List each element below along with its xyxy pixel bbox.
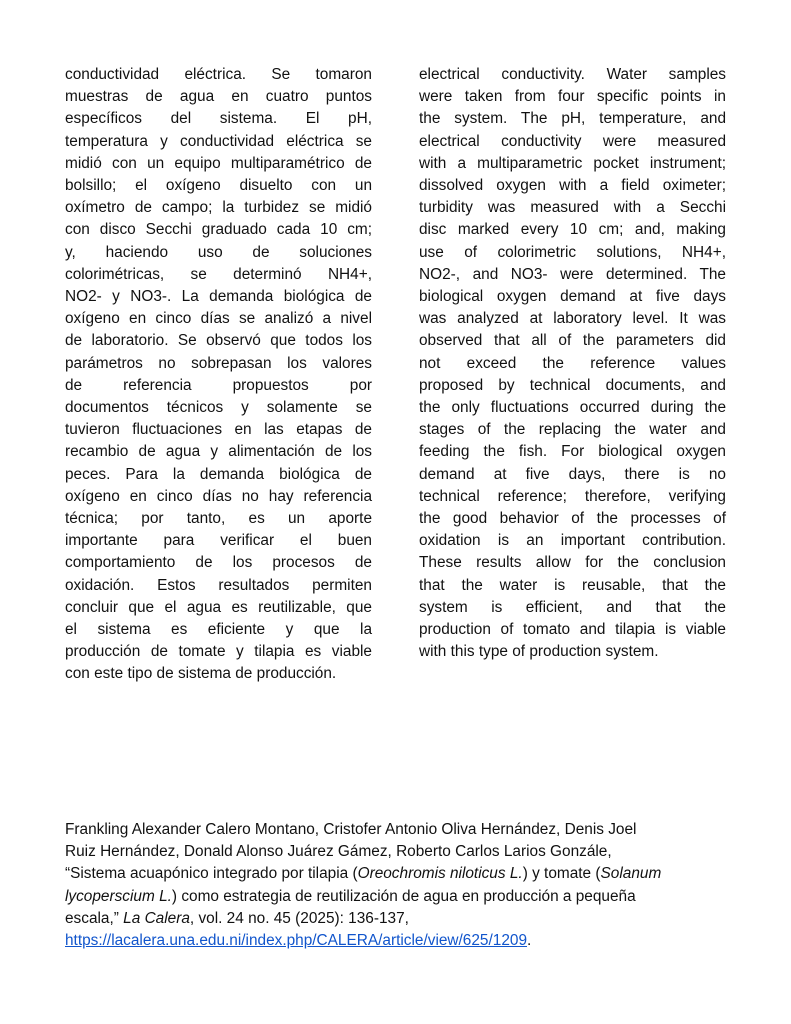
spanish-text-line: importante para verificar el buen xyxy=(65,532,372,550)
species-name-tilapia: Oreochromis niloticus L. xyxy=(357,865,523,883)
species-name-tomato-epithet: lycoperscium L. xyxy=(65,887,172,905)
spanish-text-line: colorimétricas, se determinó NH4+, xyxy=(65,265,372,283)
english-text-line: not exceed the reference values xyxy=(419,354,726,372)
english-text-line: production of tomato and tilapia is viable xyxy=(419,621,726,639)
spanish-text-line: oxidación. Estos resultados permiten xyxy=(65,576,372,594)
english-text-line: dissolved oxygen with a field oximeter; xyxy=(419,177,726,195)
journal-name: La Calera xyxy=(123,909,190,927)
english-text-line: technical reference; therefore, verifying xyxy=(419,487,726,505)
volume-info: , vol. 24 no. 45 (2025): 136-137, xyxy=(189,909,409,927)
english-text-line: with this type of production system. xyxy=(419,643,659,661)
english-text-line: stages of the replacing the water and xyxy=(419,421,726,439)
english-text-line: that the water is reusable, that the xyxy=(419,576,726,594)
spanish-text-line: muestras de agua en cuatro puntos xyxy=(65,88,372,106)
spanish-text-line: peces. Para la demanda biológica de xyxy=(65,465,372,483)
spanish-text-line: midió con un equipo multiparamétrico de xyxy=(65,154,372,172)
spanish-text-line: de laboratorio. Se observó que todos los xyxy=(65,332,372,350)
spanish-text-line: comportamiento de los procesos de xyxy=(65,554,372,572)
spanish-text-line: documentos técnicos y solamente se xyxy=(65,399,372,417)
english-text-line: biological oxygen demand at five days xyxy=(419,288,726,306)
title-text: ) y tomate ( xyxy=(522,865,601,883)
spanish-text-line: oxímetro de campo; la turbidez se midió xyxy=(65,199,372,217)
english-text-line: observed that all of the parameters did xyxy=(419,332,726,350)
spanish-column xyxy=(65,64,372,686)
spanish-text-line: oxígeno en cinco días no hay referencia xyxy=(65,487,372,505)
spanish-text-line: técnica; por tanto, es un aporte xyxy=(65,510,372,528)
title-end: escala,” xyxy=(65,909,124,927)
title-text: ) como estrategia de reutilización de agua en producción a pequeña xyxy=(171,887,636,905)
spanish-text-line: recambio de agua y alimentación de los xyxy=(65,443,372,461)
spanish-text-line: con disco Secchi graduado cada 10 cm; xyxy=(65,221,372,239)
url-suffix: . xyxy=(527,932,532,950)
english-text-line: NO2-, and NO3- were determined. The xyxy=(419,265,726,283)
english-text-line: the system. The pH, temperature, and xyxy=(419,110,726,128)
english-column xyxy=(419,64,726,663)
english-text-line: the only fluctuations occurred during the xyxy=(419,399,726,417)
english-text-line: use of colorimetric solutions, NH4+, xyxy=(419,243,726,261)
english-text-line: the good behavior of the processes of xyxy=(419,510,726,528)
spanish-text-line: temperatura y conductividad eléctrica se xyxy=(65,132,372,150)
english-text-line: electrical conductivity were measured xyxy=(419,132,726,150)
citation xyxy=(65,819,730,952)
spanish-text-line: producción de tomate y tilapia es viable xyxy=(65,643,372,661)
english-text-line: disc marked every 10 cm; and, making xyxy=(419,221,726,239)
spanish-text-line: de referencia propuestos por xyxy=(65,376,372,394)
spanish-text-line: y, haciendo uso de soluciones xyxy=(65,243,372,261)
spanish-text-line: oxígeno en cinco días se analizó a nivel xyxy=(65,310,372,328)
spanish-text-line: NO2- y NO3-. La demanda biológica de xyxy=(65,288,372,306)
species-name-tomato-genus: Solanum xyxy=(600,865,662,883)
spanish-text-line: parámetros no sobrepasan los valores xyxy=(65,354,372,372)
english-text-line: turbidity was measured with a Secchi xyxy=(419,199,726,217)
article-link[interactable]: https://lacalera.una.edu.ni/index.php/CALERA/article/view/625/1209 xyxy=(65,932,528,950)
citation-title-line-2 xyxy=(65,886,730,908)
spanish-text-line: tuvieron fluctuaciones en las etapas de xyxy=(65,421,372,439)
citation-title-line-1 xyxy=(65,863,730,885)
english-text-line: was analyzed at laboratory level. It was xyxy=(419,310,726,328)
english-text-line: system is efficient, and that the xyxy=(419,598,726,616)
citation-authors-line-1: Frankling Alexander Calero Montano, Cristofer Antonio Oliva Hernández, Denis Joel xyxy=(65,821,637,838)
spanish-text-line: conductividad eléctrica. Se tomaron xyxy=(65,66,372,83)
english-text-line: feeding the fish. For biological oxygen xyxy=(419,443,726,461)
spanish-text-line: bolsillo; el oxígeno disuelto con un xyxy=(65,177,372,195)
english-text-line: proposed by technical documents, and xyxy=(419,376,726,394)
spanish-text-line: concluir que el agua es reutilizable, que xyxy=(65,598,372,616)
english-text-line: electrical conductivity. Water samples xyxy=(419,66,726,83)
citation-source-line xyxy=(65,908,730,930)
english-text-line: oxidation is an important contribution. xyxy=(419,532,726,550)
spanish-text-line: específicos del sistema. El pH, xyxy=(65,110,372,128)
citation-authors-line-2: Ruiz Hernández, Donald Alonso Juárez Gámez, Roberto Carlos Larios Gonzále, xyxy=(65,843,612,861)
citation-url-line xyxy=(65,930,730,952)
spanish-text-line: el sistema es eficiente y que la xyxy=(65,621,372,639)
spanish-text-line: con este tipo de sistema de producción. xyxy=(65,665,337,683)
english-text-line: were taken from four specific points in xyxy=(419,88,726,106)
english-text-line: with a multiparametric pocket instrument; xyxy=(419,154,726,172)
english-text-line: These results allow for the conclusion xyxy=(419,554,726,572)
title-text: “Sistema acuapónico integrado por tilapia ( xyxy=(65,865,358,883)
english-text-line: demand at five days, there is no xyxy=(419,465,726,483)
